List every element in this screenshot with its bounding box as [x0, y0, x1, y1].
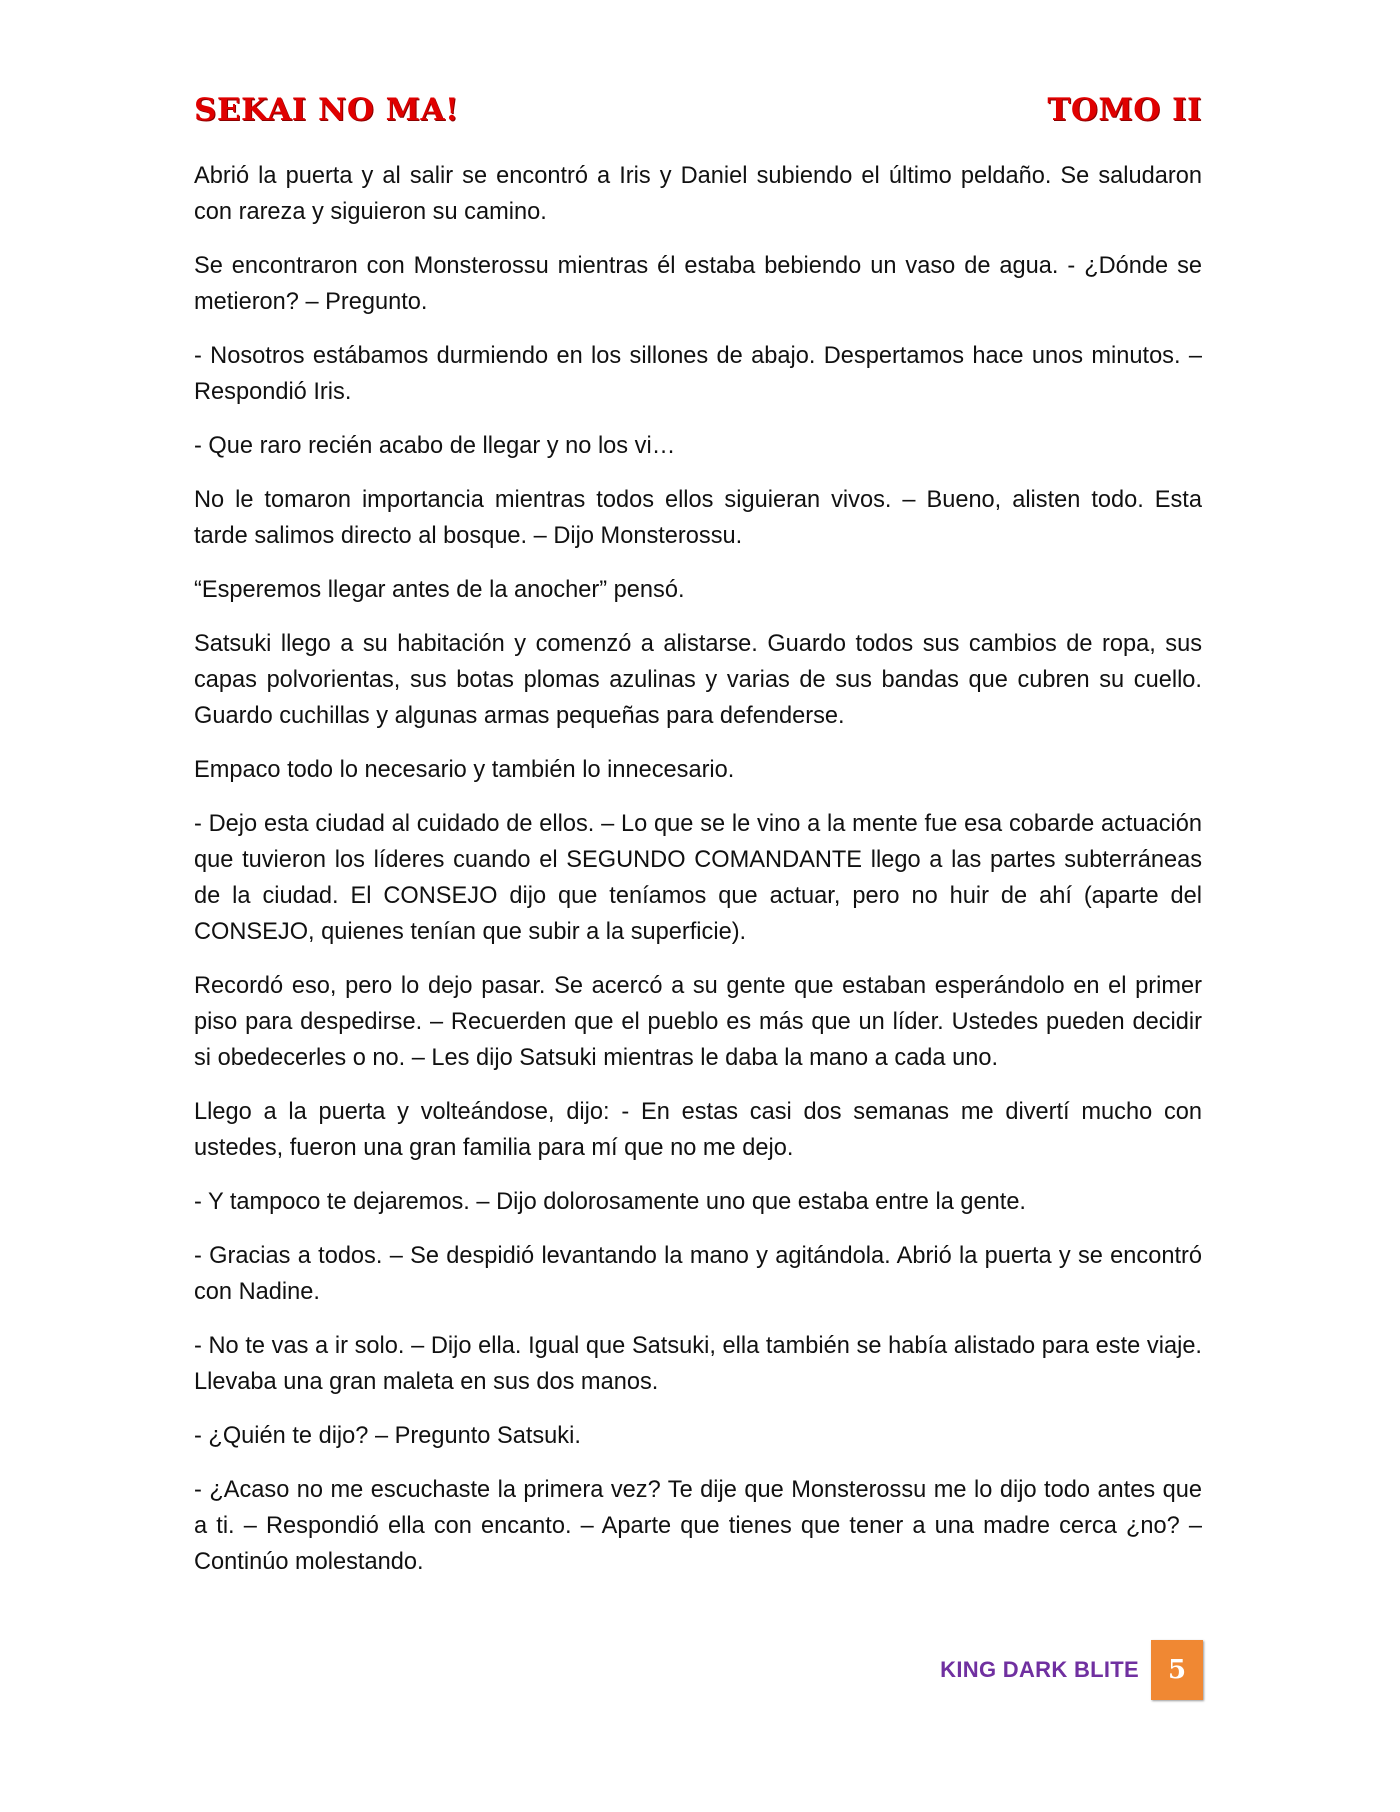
- paragraph-8: Empaco todo lo necesario y también lo innecesario.: [194, 757, 735, 783]
- paragraph-9: - Dejo esta ciudad al cuidado de ellos. – Lo que se le vino a la mente fue esa cobarde actuación que tuvieron los líderes cuando el SEGUNDO COMANDANTE llego a las partes subterráneas de la ciudad. El CONSEJO dijo que teníamos que actuar, pero no huir de ahí (aparte del CONSEJO, quienes tenían que subir a la superficie).: [194, 811, 1202, 945]
- paragraph-6: “Esperemos llegar antes de la anocher” pensó.: [194, 577, 685, 603]
- paragraph-10: Recordó eso, pero lo dejo pasar. Se acercó a su gente que estaban esperándolo en el primer piso para despedirse. – Recuerden que el pueblo es más que un líder. Ustedes pueden decidir si obedecerles o no. – Les dijo Satsuki mientras le daba la mano a cada uno.: [194, 973, 1202, 1071]
- paragraph-12: - Y tampoco te dejaremos. – Dijo dolorosamente uno que estaba entre la gente.: [194, 1189, 1026, 1215]
- paragraph-1: Abrió la puerta y al salir se encontró a Iris y Daniel subiendo el último peldaño. Se saludaron con rareza y siguieron su camino.: [194, 163, 1202, 225]
- paragraph-14: - No te vas a ir solo. – Dijo ella. Igual que Satsuki, ella también se había alistado para este viaje. Llevaba una gran maleta en sus dos manos.: [194, 1333, 1202, 1395]
- paragraph-4: - Que raro recién acabo de llegar y no los vi…: [194, 433, 676, 459]
- volume-title: TOMO II: [1047, 92, 1202, 128]
- paragraph-11: Llego a la puerta y volteándose, dijo: - En estas casi dos semanas me divertí mucho con ustedes, fueron una gran familia para mí que no me dejo.: [194, 1099, 1202, 1161]
- paragraph-16: - ¿Acaso no me escuchaste la primera vez? Te dije que Monsterossu me lo dijo todo antes que a ti. – Respondió ella con encanto. – Aparte que tienes que tener a una madre cerca ¿no? – Continúo molestando.: [194, 1477, 1202, 1575]
- author-name: KING DARK BLITE: [940, 1657, 1139, 1682]
- body-text: [194, 158, 1202, 1598]
- page-number-badge: 5: [1151, 1640, 1203, 1700]
- paragraph-7: Satsuki llego a su habitación y comenzó a alistarse. Guardo todos sus cambios de ropa, sus capas polvorientas, sus botas plomas azulinas y varias de sus bandas que cubren su cuello. Guardo cuchillas y algunas armas pequeñas para defenderse.: [194, 631, 1202, 729]
- book-title: SEKAI NO MA!: [194, 92, 460, 128]
- paragraph-5: No le tomaron importancia mientras todos ellos siguieran vivos. – Bueno, alisten todo. Esta tarde salimos directo al bosque. – Dijo Monsterossu.: [194, 487, 1202, 549]
- paragraph-15: - ¿Quién te dijo? – Pregunto Satsuki.: [194, 1423, 581, 1449]
- page-header: [194, 88, 1202, 132]
- paragraph-2: Se encontraron con Monsterossu mientras él estaba bebiendo un vaso de agua. - ¿Dónde se metieron? – Pregunto.: [194, 253, 1202, 315]
- page-footer: [940, 1640, 1203, 1700]
- paragraph-13: - Gracias a todos. – Se despidió levantando la mano y agitándola. Abrió la puerta y se encontró con Nadine.: [194, 1243, 1202, 1305]
- paragraph-3: - Nosotros estábamos durmiendo en los sillones de abajo. Despertamos hace unos minutos. – Respondió Iris.: [194, 343, 1202, 405]
